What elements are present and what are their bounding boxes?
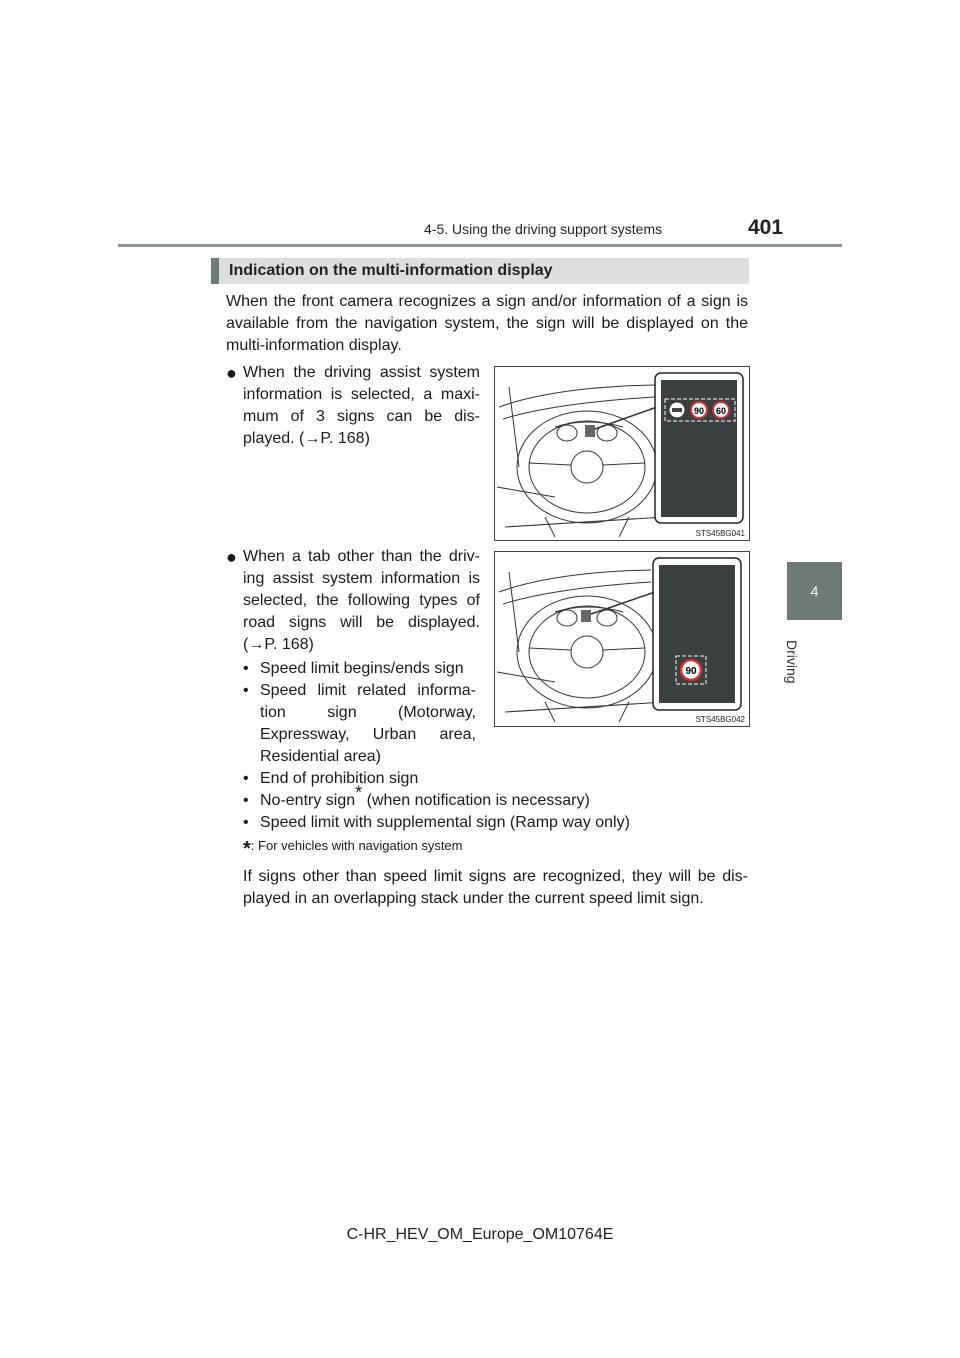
section-heading: Indication on the multi-information display	[211, 258, 749, 284]
document-id: C-HR_HEV_OM_Europe_OM10764E	[346, 1226, 614, 1243]
sub-bullet-icon: •	[243, 660, 249, 677]
list-item	[243, 768, 748, 790]
list-item-text: No-entry sign	[260, 792, 356, 809]
footnote	[243, 838, 463, 861]
header-divider	[118, 244, 842, 247]
bullet-text: When the driving assist system information is selected, a maxi-mum of 3 signs can be dis-played. (→P. 168)	[243, 364, 480, 447]
callout-line	[595, 407, 657, 429]
sub-bullet-icon: •	[243, 814, 249, 831]
list-item-text-wrap	[260, 782, 748, 812]
callout-line	[591, 592, 655, 614]
cluster-display	[585, 425, 595, 437]
figure-code: STS45BG041	[695, 529, 745, 538]
footnote-asterisk: *	[243, 838, 251, 860]
footnote-text: : For vehicles with navigation system	[250, 838, 463, 853]
list-item-text: Speed limit with supplemental sign (Ramp way only)	[260, 814, 630, 831]
speed-limit-value: 90	[693, 406, 705, 416]
list-item-text: End of prohibition sign	[260, 770, 419, 787]
sub-bullet-icon: •	[243, 792, 249, 809]
multi-info-display	[661, 380, 737, 517]
sub-bullet-icon: •	[243, 682, 249, 699]
sign-icon-symbol	[672, 408, 682, 412]
bullet-item	[226, 362, 480, 450]
list-item-text: Speed limit related informa-tion sign (Motorway, Expressway, Urban area, Residential area)	[260, 682, 476, 765]
list-item	[243, 680, 476, 768]
list-item	[243, 812, 748, 834]
bullet-text: When a tab other than the driv-ing assist system information is selected, the following types of road signs will be displayed. (→P. 168)	[243, 548, 480, 653]
list-item-suffix: (when notification is necessary)	[362, 792, 590, 809]
bullet-icon: ●	[226, 547, 237, 567]
list-item	[243, 658, 476, 680]
figure-code: STS45BG042	[695, 715, 745, 724]
chapter-label	[776, 640, 816, 700]
figure-dashboard-display-2	[494, 551, 750, 727]
multi-info-display	[659, 565, 735, 703]
bullet-item	[226, 546, 480, 656]
chapter-tab: 4	[787, 562, 842, 620]
speed-limit-value: 60	[715, 406, 727, 416]
speed-limit-value: 90	[685, 666, 697, 677]
closing-paragraph: If signs other than speed limit signs are recognized, they will be dis-played in an overlapping stack under the current speed limit sign.	[243, 868, 748, 907]
intro-paragraph: When the front camera recognizes a sign and/or information of a sign is available from the navigation system, the sign will be displayed on the multi-information display.	[226, 293, 748, 354]
list-item-text: Speed limit begins/ends sign	[260, 660, 464, 677]
chapter-label-text: Driving	[784, 640, 800, 684]
dashboard-illustration	[495, 552, 749, 726]
running-header-title: 4-5. Using the driving support systems	[424, 221, 663, 237]
list-item	[243, 782, 748, 812]
figure-dashboard-display-1	[494, 366, 750, 541]
bullet-icon: ●	[226, 363, 237, 383]
asterisk-mark: *	[355, 782, 363, 803]
sub-bullet-icon: •	[243, 770, 249, 787]
cluster-display	[581, 610, 591, 622]
dashboard-illustration	[495, 367, 749, 540]
page-number: 401	[748, 216, 784, 239]
